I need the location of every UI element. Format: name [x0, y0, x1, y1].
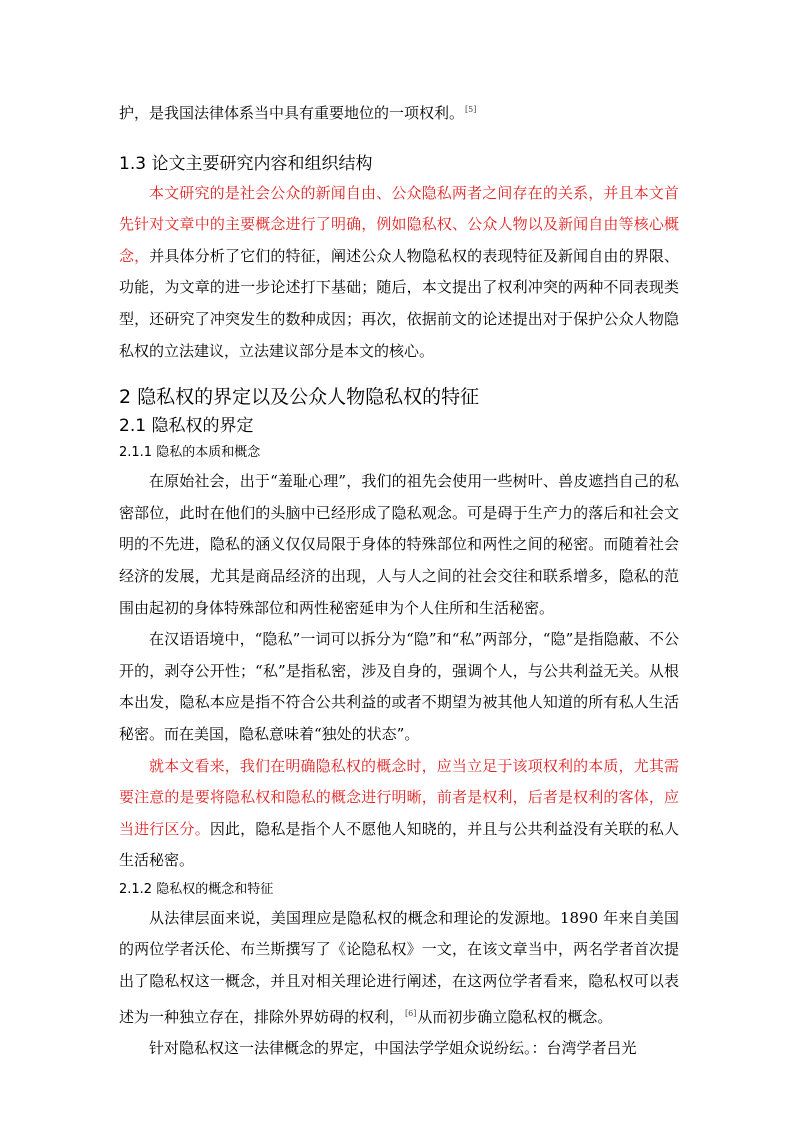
- section-heading-2-1: 2.1 隐私权的界定: [119, 416, 254, 437]
- section-heading-1-3: 1.3 论文主要研究内容和组织结构: [119, 153, 373, 174]
- paragraph-author-view: 就本文看来，我们在明确隐私权的概念时，应当立足于该项权利的本质，尤其需要注意的是要将隐私权和隐私的概念进行明晰，前者是权利，后者是权利的客体，应当进行区分。因此，隐私是指个人不愿他人知晓的，并且与公共利益没有关联的私人生活秘密。: [119, 756, 679, 870]
- chapter-heading-2: 2 隐私权的界定以及公众人物隐私权的特征: [119, 386, 480, 409]
- subsection-heading-2-1-2: 2.1.2 隐私权的概念和特征: [119, 881, 274, 897]
- document-page: [119, 94, 679, 1065]
- citation-ref-5: [5]: [465, 105, 477, 114]
- highlighted-text: 就本文看来，我们在明确隐私权的概念时，应当立足于该项权利的本质，尤其需要注意的是要将隐私权和隐私的概念进行明晰，前者是权利，后者是权利的客体，应当进行区分。: [119, 756, 679, 838]
- subsection-heading-2-1-1: 2.1.1 隐私的本质和概念: [119, 445, 261, 461]
- paragraph-continuation: 护，是我国法律体系当中具有重要地位的一项权利。[5]: [119, 104, 477, 122]
- citation-ref-6: [6]: [405, 1008, 417, 1018]
- paragraph-origin-of-privacy: 在原始社会，出于“羞耻心理”，我们的祖先会使用一些树叶、兽皮遮挡自己的私密部位，此时在他们的头脑中已经形成了隐私观念。可是碍于生产力的落后和社会文明的不先进，隐私的涵义仅仅局限于身体的特殊部位和两性之间的秘密。而随着社会经济的发展，尤其是商品经济的出现，人与人之间的社会交往和联系增多，隐私的范围由起初的身体特殊部位和两性秘密延申为个人住所和生活秘密。: [119, 472, 679, 617]
- paragraph-chinese-context: 在汉语语境中，“隐私”一词可以拆分为“隐”和“私”两部分，“隐”是指隐蔽、不公开的，剥夺公开性；“私”是指私密，涉及自身的，强调个人，与公共利益无关。从根本出发，隐私本应是指不符合公共利益的或者不期望为被其他人知道的所有私人生活秘密。而在美国，隐私意味着“独处的状态”。: [119, 630, 679, 743]
- paragraph-legal-origin: 从法律层面来说，美国理应是隐私权的概念和理论的发源地。1890 年来自美国的两位学者沃伦、布兰斯撰写了《论隐私权》一文，在该文章当中，两名学者首次提出了隐私权这一概念，并且对相关理论进行阐述，在这两位学者看来，隐私权可以表述为一种独立存在，排除外界妨碍的权利，[6]从而初步确立隐私权的概念。: [119, 908, 679, 1026]
- paragraph-definition-debate: 针对隐私权这一法律概念的界定，中国法学学姐众说纷纭。：台湾学者吕光: [149, 1039, 637, 1058]
- highlighted-text: 本文研究的是社会公众的新闻自由、公众隐私两者之间存在的关系，并且本文首先针对文章中的主要概念进行了明确，例如隐私权、公众人物以及新闻自由等核心概念，: [119, 183, 679, 265]
- paragraph-research-content: 本文研究的是社会公众的新闻自由、公众隐私两者之间存在的关系，并且本文首先针对文章中的主要概念进行了明确，例如隐私权、公众人物以及新闻自由等核心概念，并具体分析了它们的特征，阐述公众人物隐私权的表现特征及新闻自由的界限、功能，为文章的进一步论述打下基础；随后，本文提出了权利冲突的两种不同表现类型，还研究了冲突发生的数种成因；再次，依据前文的论述提出对于保护公众人物隐私权的立法建议，立法建议部分是本文的核心。: [119, 183, 679, 360]
